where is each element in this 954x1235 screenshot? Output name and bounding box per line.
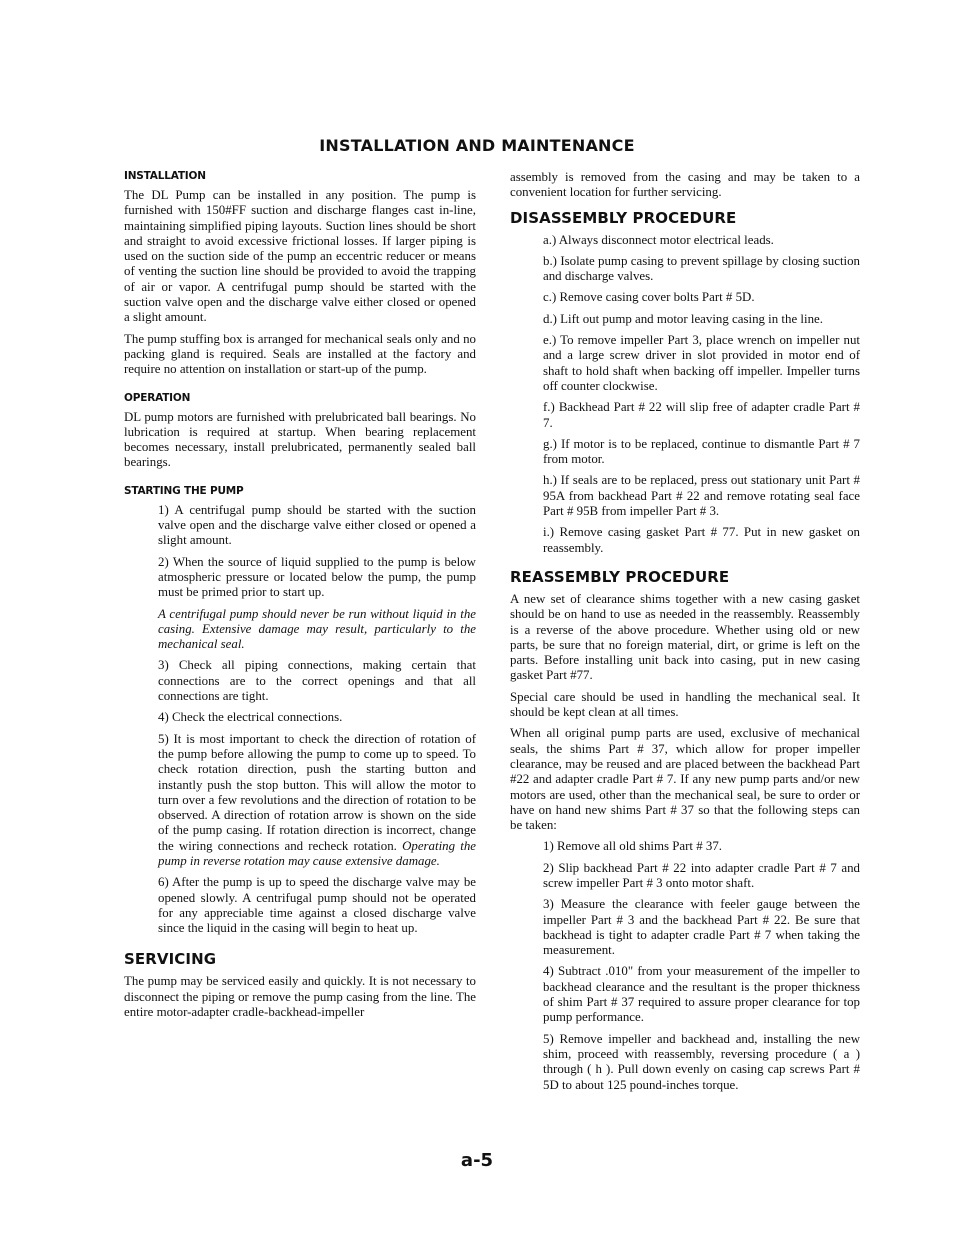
operation-heading: OPERATION xyxy=(124,391,191,404)
page-title: INSTALLATION AND MAINTENANCE xyxy=(319,136,635,155)
starting-step-4: 4) Check the electrical connections. xyxy=(158,710,343,725)
servicing-continued: assembly is removed from the casing and may be taken to a convenient location for further servicing. xyxy=(510,170,860,200)
disassembly-step-f: f.) Backhead Part # 22 will slip free of adapter cradle Part # 7. xyxy=(543,400,860,430)
starting-warning: A centrifugal pump should never be run without liquid in the casing. Extensive damage may result, particularly to the mechanical seal. xyxy=(158,606,476,652)
starting-step-1: 1) A centrifugal pump should be started with the suction valve open and the discharge valve either closed or opened a slight amount. xyxy=(158,502,476,548)
installation-heading: INSTALLATION xyxy=(124,170,206,182)
reassembly-step-4: 4) Subtract .010" from your measurement of the impeller to backhead clearance and the resultant is the proper thickness of shim Part # 37 required to assure proper clearance for top pump performance. xyxy=(543,964,860,1025)
starting-heading: STARTING THE PUMP xyxy=(124,484,244,497)
starting-step-5 xyxy=(124,732,476,870)
disassembly-step-i: i.) Remove casing gasket Part # 77. Put in new gasket on reassembly. xyxy=(543,525,860,555)
starting-step-3: 3) Check all piping connections, making certain that connections are to the correct openings and that all connections are tight. xyxy=(158,658,476,704)
reassembly-heading: REASSEMBLY PROCEDURE xyxy=(510,567,730,586)
disassembly-heading: DISASSEMBLY PROCEDURE xyxy=(510,208,737,227)
reassembly-paragraph-3: When all original pump parts are used, exclusive of mechanical seals, the shims Part # 37, which allow for proper impeller clearance, may be reused and are placed between the backhead Part #22 and adapter cradle Part # 7. If any new pump parts and/or new motors are used, other than the mechanical seal, be sure to order or have on hand new shims Part # 37 so that the following steps can be taken: xyxy=(510,726,860,833)
disassembly-step-a: a.) Always disconnect motor electrical leads. xyxy=(543,232,774,247)
right-column xyxy=(510,170,860,1099)
reassembly-step-2: 2) Slip backhead Part # 22 into adapter cradle Part # 7 and screw impeller Part # 3 onto motor shaft. xyxy=(543,860,860,890)
installation-paragraph-1: The DL Pump can be installed in any position. The pump is furnished with 150#FF suction and discharge flanges cast in-line, maintaining simplified piping layouts. Suction lines should be short and straight to avoid excessive frictional losses. If larger piping is used on the suction side of the pump an eccentric reducer or means of venting the suction line should be provided to avoid the trapping of air or vapor. A centrifugal pump should be started with the suction valve open and the discharge valve either closed or opened a slight amount. xyxy=(124,188,476,325)
reassembly-step-3: 3) Measure the clearance with feeler gauge between the impeller Part # 3 and the backhead Part # 22. Be sure that backhead is tight to adapter cradle Part # 7 when taking the measurement. xyxy=(543,897,860,958)
servicing-heading: SERVICING xyxy=(124,950,217,969)
page-number: a-5 xyxy=(460,1150,494,1171)
starting-step-2: 2) When the source of liquid supplied to the pump is below atmospheric pressure or located below the pump, the pump must be primed prior to start up. xyxy=(158,554,476,600)
starting-step-5-text: 5) It is most important to check the direction of rotation of the pump before allowing the pump to come up to speed. To check rotation direction, push the starting button and instantly push the stop button. This will allow the motor to turn over a few revolutions and the direction of rotation to be observed. A direction of rotation arrow is shown on the side of the pump casing. If rotation direction is incorrect, change the wiring connections and recheck rotation. xyxy=(158,731,476,853)
left-column xyxy=(124,170,476,1026)
starting-step-5-warning: Operating the pump in reverse rotation may cause extensive damage. xyxy=(158,838,476,868)
reassembly-paragraph-1: A new set of clearance shims together with a new casing gasket should be on hand to use as needed in the reassembly. Reassembly is a reverse of the above procedure. Whether using old or new parts, be sure that no foreign material, dirt, or grime is left on the parts. Before installing unit back into casing, put in new casing gasket Part #77. xyxy=(510,591,860,683)
starting-step-6: 6) After the pump is up to speed the discharge valve may be opened slowly. A centrifugal pump should not be operated for any appreciable time against a closed discharge valve since the liquid in the casing will begin to heat up. xyxy=(158,875,476,936)
installation-paragraph-2: The pump stuffing box is arranged for mechanical seals only and no packing gland is required. Seals are installed at the factory and require no attention on installation or start-up of the pump. xyxy=(124,331,476,377)
disassembly-step-c: c.) Remove casing cover bolts Part # 5D. xyxy=(543,290,755,305)
operation-paragraph: DL pump motors are furnished with prelubricated ball bearings. No lubrication is required at startup. When bearing replacement becomes necessary, install prelubricated, permanently sealed ball bearings. xyxy=(124,409,476,470)
disassembly-step-e: e.) To remove impeller Part 3, place wrench on impeller nut and a large screw driver in slot provided in motor end of shaft to hold shaft when backing off impeller. Impeller turns off counter clockwise. xyxy=(543,333,860,393)
servicing-paragraph: The pump may be serviced easily and quickly. It is not necessary to disconnect the piping or remove the pump casing from the line. The entire motor-adapter cradle-backhead-impeller xyxy=(124,974,476,1020)
disassembly-step-h: h.) If seals are to be replaced, press out stationary unit Part # 95A from backhead Part # 22 and remove rotating seal face Part # 95B from impeller Part # 3. xyxy=(543,473,860,519)
disassembly-step-b: b.) Isolate pump casing to prevent spillage by closing suction and discharge valves. xyxy=(543,253,860,284)
reassembly-step-5: 5) Remove impeller and backhead and, installing the new shim, proceed with reassembly, reversing procedure ( a ) through ( h ). Pull down evenly on casing cap screws Part # 5D to about 125 pound-inches torque. xyxy=(543,1031,860,1092)
reassembly-paragraph-2: Special care should be used in handling the mechanical seal. It should be kept clean at all times. xyxy=(510,689,860,720)
disassembly-step-g: g.) If motor is to be replaced, continue to dismantle Part # 7 from motor. xyxy=(543,436,860,467)
disassembly-step-d: d.) Lift out pump and motor leaving casing in the line. xyxy=(543,311,823,326)
reassembly-step-1: 1) Remove all old shims Part # 37. xyxy=(543,839,723,854)
